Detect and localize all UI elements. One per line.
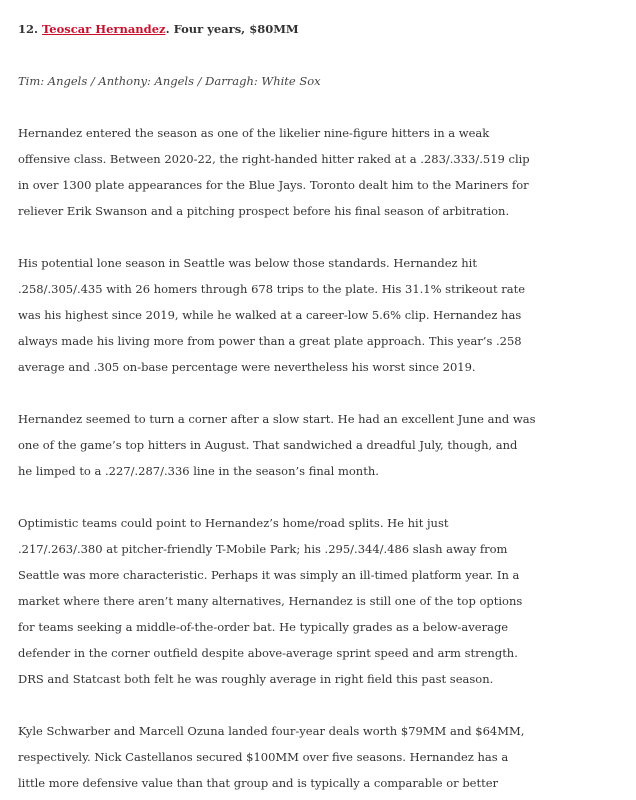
paragraph-line: respectively. Nick Castellanos secured $100MM over five seasons. Hernandez has a [18,750,509,764]
paragraph-2 [18,250,636,380]
paragraph-3 [18,406,636,484]
paragraph-line: defender in the corner outfield despite above-average sprint speed and arm strength. [18,646,518,660]
paragraph-line: for teams seeking a middle-of-the-order bat. He typically grades as a below-average [18,620,509,634]
paragraph-line: Hernandez entered the season as one of the likelier nine-figure hitters in a weak [18,126,490,140]
paragraph-line: was his highest since 2019, while he walked at a career-low 5.6% clip. Hernandez has [18,308,522,322]
paragraph-line: one of the game’s top hitters in August. That sandwiched a dreadful July, though, and [18,438,518,452]
paragraph-line: .217/.263/.380 at pitcher-friendly T-Mobile Park; his .295/.344/.486 slash away from [18,542,508,556]
paragraph-line: market where there aren’t many alternatives, Hernandez is still one of the top options [18,594,523,608]
paragraph-line: reliever Erik Swanson and a pitching prospect before his final season of arbitration. [18,204,510,218]
paragraph-line: Seattle was more characteristic. Perhaps it was simply an ill-timed platform year. In a [18,568,520,582]
paragraph-line: in over 1300 plate appearances for the Blue Jays. Toronto dealt him to the Mariners for [18,178,529,192]
paragraph-line: His potential lone season in Seattle was below those standards. Hernandez hit [18,256,477,270]
player-heading [18,14,636,44]
paragraph-line: Hernandez seemed to turn a corner after a slow start. He had an excellent June and was [18,412,536,426]
paragraph-5 [18,718,636,796]
article-body [18,14,636,796]
paragraph-line: he limped to a .227/.287/.336 line in the season’s final month. [18,464,379,478]
paragraph-line: Kyle Schwarber and Marcell Ozuna landed four-year deals worth $79MM and $64MM, [18,724,525,738]
paragraph-line: always made his living more from power than a great plate approach. This year’s .258 [18,334,522,348]
rank-number: 12. [18,22,39,36]
paragraph-line: .258/.305/.435 with 26 homers through 678 trips to the plate. His 31.1% strikeout rate [18,282,526,296]
paragraph-line: Optimistic teams could point to Hernandez’s home/road splits. He hit just [18,516,449,530]
staff-predictions: Tim: Angels / Anthony: Angels / Darragh: White Sox [18,74,321,88]
paragraph-line: little more defensive value than that group and is typically a comparable or better [18,776,499,790]
paragraph-line: offensive class. Between 2020-22, the right-handed hitter raked at a .283/.333/.519 clip [18,152,530,166]
player-link[interactable]: Teoscar Hernandez [42,22,166,36]
paragraph-line: average and .305 on-base percentage were nevertheless his worst since 2019. [18,360,476,374]
contract-summary: . Four years, $80MM [165,22,299,36]
paragraph-line: DRS and Statcast both felt he was roughly average in right field this past season. [18,672,494,686]
paragraph-4 [18,510,636,692]
paragraph-1 [18,120,636,224]
